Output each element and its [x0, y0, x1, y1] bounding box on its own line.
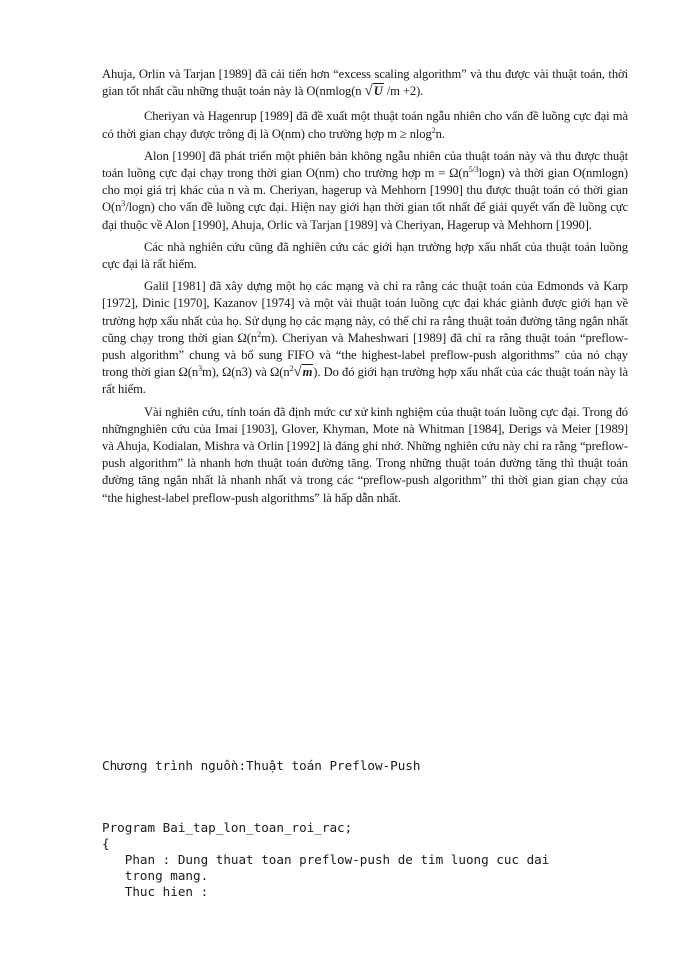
superscript: 2	[431, 125, 436, 135]
text: /m +2).	[383, 84, 424, 99]
superscript: 2	[289, 364, 294, 374]
paragraph-ahuja-orlin	[102, 66, 628, 100]
text: n.	[435, 126, 445, 141]
text: /logn) cho vấn đề luồng cực đại. Hiện nay giới hạn thời gian tốt nhất để giải quyết vấn đề luồng cực đại thuộc về Alon [1990], Ahuja, Orlic và Tarjan [1989] và Cheriyan, Hagerup và Mehhorn [1990].	[102, 200, 628, 232]
superscript: 3	[198, 364, 202, 374]
body-text	[102, 66, 628, 512]
text: ). Do đó giới hạn trường hợp xấu nhất của các thuật toán này là rất hiếm.	[102, 365, 628, 397]
source-code-block	[102, 804, 642, 932]
code-line: Phan : Dung thuat toan preflow-push de tim luong cuc dai	[102, 852, 550, 867]
text: m), Ω(n3) và Ω(n	[202, 365, 290, 380]
paragraph-galil	[102, 278, 628, 398]
superscript: 3	[121, 199, 126, 209]
superscript: 5/3	[468, 165, 479, 175]
superscript: 2	[257, 329, 261, 339]
text: Alon [1990] đã phát triển một phiên bản không ngẫu nhiên của thuật toán này và thu được thuật toán luồng cực đại chạy trong thời gian O(nm) cho trường hợp m = Ω(n	[102, 148, 628, 181]
code-line: {	[102, 836, 110, 851]
text: logn) và thời gian O(nmlogn) cho mọi giá trị khác của n và m. Cheriyan, hagerup và Mehhorn [1990] thu được thuật toán có thời gian O(n	[102, 166, 628, 215]
code-line: Thuc hien :	[102, 884, 209, 899]
text: Cheriyan và Hagenrup [1989] đã đề xuất một thuật toán ngẫu nhiên cho vấn đề luồng cực đại mà có thời gian chạy được trông đị là O(nm) cho trường hợp m ≥ nlog	[102, 109, 628, 141]
sqrt-operand: m	[302, 365, 313, 380]
text: Ahuja, Orlin và Tarjan [1989] đã cải tiến hơn “excess scaling algorithm” và thu được vài thuật toán, thời gian tốt nhất cầu những thuật toán này là O(nmlog(n	[102, 67, 628, 99]
paragraph-worst-case: Các nhà nghiên cứu cũng đã nghiên cứu các giới hạn trường hợp xấu nhất của thuật toán luồng cực đại là rất hiếm.	[102, 239, 628, 272]
text: m). Cheriyan và Maheshwari [1989] đã chỉ ra rằng thuật toán “preflow-push algorithm” chung và bổ sung FIFO và “the highest-label preflow-push algorithms” của nó chạy trong thời gian Ω(n	[102, 330, 628, 380]
paragraph-alon	[102, 148, 628, 234]
sqrt-symbol: √	[293, 364, 302, 381]
code-line: Program Bai_tap_lon_toan_roi_rac;	[102, 820, 353, 835]
paragraph-empirical: Vài nghiên cứu, tính toán đã định mức cư xử kinh nghiệm của thuật toán luồng cực đại. Trong đó nhữngnghiên cứu của Imai [1903], Glover, Khyman, Mote nà Whitman [1984], Derigs và Meier [1989] và Ahuja, Kodialan, Mishra và Orlin [1992] là đáng ghi nhớ. Những nghiên cứu này chỉ ra rằng “preflow-push algorithm” là nhanh hơn thuật toán đường tăng. Trong những thuật toán đường tăng thì thuật toán đường tăng ngắn nhất là nhanh nhất và trong các “preflow-push algorithm” thì thời gian gian chạy của “the highest-label preflow-push algorithms” là hấp dẫn nhất.	[102, 404, 628, 505]
sqrt-symbol: √	[364, 83, 373, 100]
text: Galil [1981] đã xây dựng một họ các mạng và chỉ ra rằng các thuật toán của Edmonds và Karp [1972], Dinic [1970], Kazanov [1974] và một vài thuật toán luồng cực đại khác giành được giới hạn về trường hợp xấu nhất của họ. Sử dụng họ các mạng này, có thể chỉ ra rằng thuật toán đường tăng ngắn nhất cũng chạy trong thời gian Ω(n	[102, 279, 628, 345]
source-code-heading: Chương trình nguồn:Thuật toán Preflow-Push	[102, 758, 421, 773]
code-line: trong mang.	[102, 868, 209, 883]
sqrt-operand: U	[373, 84, 383, 99]
paragraph-cheriyan-hagenrup	[102, 108, 628, 142]
